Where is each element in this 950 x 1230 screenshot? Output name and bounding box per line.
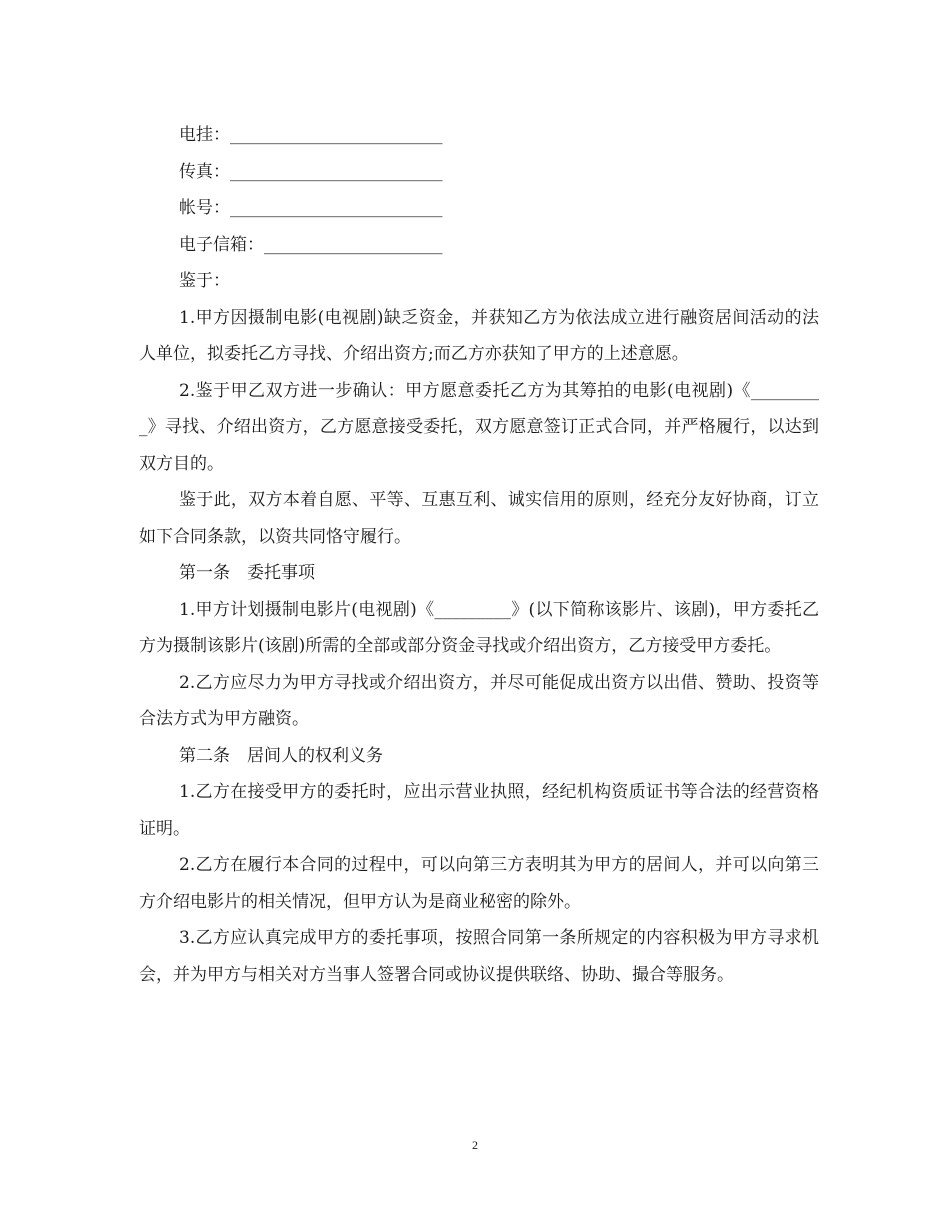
article-1-title: 第一条 委托事项 xyxy=(179,563,315,583)
article-2-title: 第二条 居间人的权利义务 xyxy=(179,745,383,766)
whereas-conclusion: 鉴于此，双方本着自愿、平等、互惠互利、诚实信用的原则，经充分友好协商，订立如下合同条款，以资共同恪守履行。 xyxy=(139,490,819,547)
article-2-item-3: 3.乙方应认真完成甲方的委托事项，按照合同第一条所规定的内容积极为甲方寻求机会，并为甲方与相关对方当事人签署合同或协议提供联络、协助、撮合等服务。 xyxy=(139,928,819,985)
document-body xyxy=(139,117,819,993)
article-1-item-2: 2.乙方应尽力为甲方寻找或介绍出资方，并尽可能促成出资方以出借、赞助、投资等合法方式为甲方融资。 xyxy=(139,672,819,729)
article-2-item-2: 2.乙方在履行本合同的过程中，可以向第三方表明其为甲方的居间人，并可以向第三方介绍电影片的相关情况，但甲方认为是商业秘密的除外。 xyxy=(139,855,819,912)
whereas-item-1: 1.甲方因摄制电影(电视剧)缺乏资金，并获知乙方为依法成立进行融资居间活动的法人单位，拟委托乙方寻找、介绍出资方;而乙方亦获知了甲方的上述意愿。 xyxy=(139,307,819,364)
article-2-item-1: 1.乙方在接受甲方的委托时，应出示营业执照，经纪机构资质证书等合法的经营资格证明。 xyxy=(139,782,819,839)
fax-field: 传真：_________________________ xyxy=(179,161,443,182)
phone-field: 电挂：_________________________ xyxy=(179,125,443,145)
page-number: 2 xyxy=(472,1138,478,1152)
whereas-label: 鉴于： xyxy=(179,271,230,291)
email-field: 电子信箱：_____________________ xyxy=(179,234,443,255)
article-1-item-1: 1.甲方计划摄制电影片(电视剧)《_________》(以下简称该影片、该剧)，甲方委托乙方为摄制该影片(该剧)所需的全部或部分资金寻找或介绍出资方，乙方接受甲方委托。 xyxy=(139,599,819,656)
account-field: 帐号：_________________________ xyxy=(179,198,443,218)
whereas-item-2: 2.鉴于甲乙双方进一步确认：甲方愿意委托乙方为其筹拍的电影(电视剧)《_________》寻找、介绍出资方，乙方愿意接受委托，双方愿意签订正式合同，并严格履行，以达到双方目的。 xyxy=(139,380,819,474)
